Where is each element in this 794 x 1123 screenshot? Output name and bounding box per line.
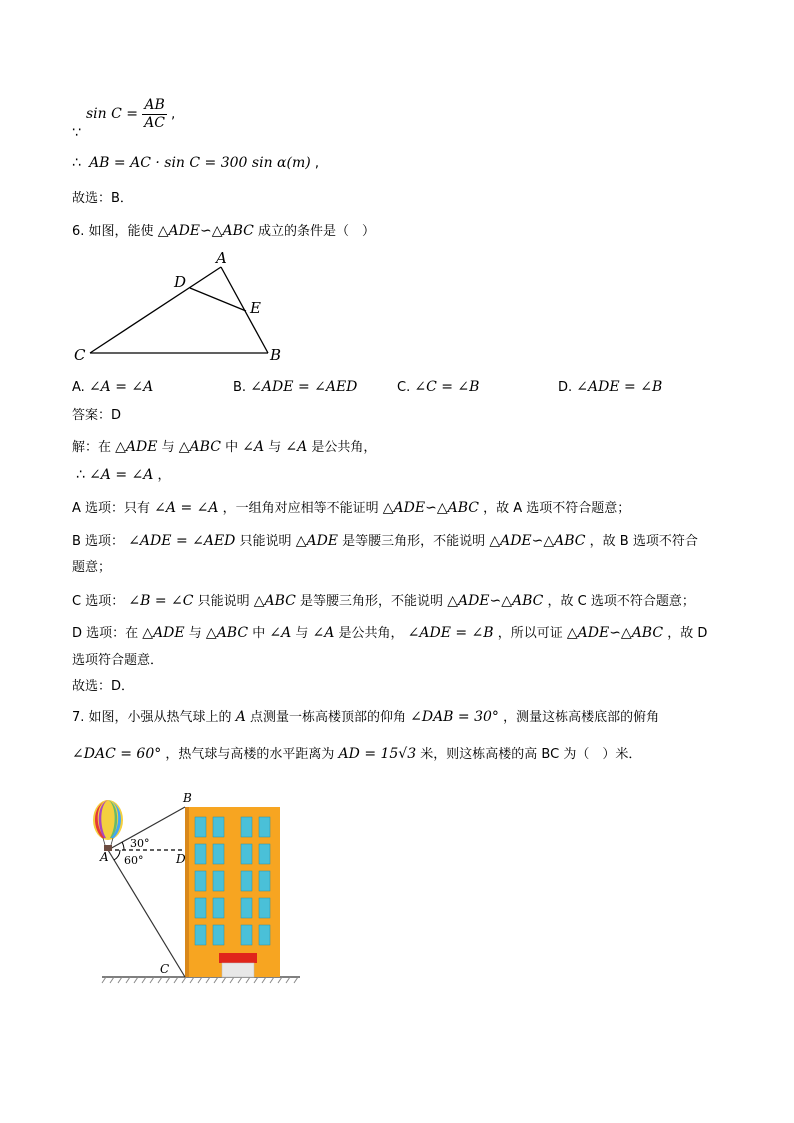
hot-air-balloon xyxy=(93,800,123,851)
math: △ABC xyxy=(253,593,296,609)
fraction-denominator: AC xyxy=(144,115,165,131)
explanation-b xyxy=(72,532,698,551)
text: 只能说明 xyxy=(197,594,250,609)
balloon-building-figure xyxy=(88,790,308,990)
option-a xyxy=(72,378,153,397)
label-A: A xyxy=(216,249,227,267)
text: 与 xyxy=(161,440,175,455)
entrance-awning xyxy=(219,953,257,963)
sinC-formula xyxy=(86,97,175,132)
angle-label-30: 30° xyxy=(130,837,150,850)
text: 是等腰三角形，不能说明 xyxy=(300,594,444,609)
option-b xyxy=(233,378,357,397)
text: 是公共角， xyxy=(311,440,377,455)
angle-arc-down xyxy=(114,850,120,860)
q6-text-b: 成立的条件是（ ） xyxy=(258,224,376,239)
therefore-symbol: ∴ xyxy=(76,467,85,483)
line-AC xyxy=(108,850,185,977)
text: 解：在 xyxy=(72,440,112,455)
math: △ADE∽△ABC xyxy=(447,593,544,609)
option-a-label: A. xyxy=(72,380,85,395)
text: ，故 A 选项不符合题意； xyxy=(483,501,631,516)
label-D: D xyxy=(176,852,186,866)
math: AD = 15√3 xyxy=(338,746,417,762)
math: ∠A xyxy=(242,439,265,455)
segment-DE xyxy=(190,288,246,311)
math: △ADE∽△ABC xyxy=(566,625,664,641)
math: ∠ADE = ∠AED xyxy=(128,533,236,549)
fraction-numerator: AB xyxy=(142,97,167,115)
option-d-label: D. xyxy=(558,380,573,395)
label-C: C xyxy=(74,346,86,364)
comma: , xyxy=(171,107,176,122)
math: ∠A xyxy=(312,625,335,641)
text: 与 xyxy=(295,626,309,641)
angle-label-60: 60° xyxy=(124,854,144,867)
explanation-d xyxy=(72,624,707,643)
text: 中 xyxy=(252,626,266,641)
option-c-math: ∠C = ∠B xyxy=(414,379,480,395)
math: △ADE∽△ABC xyxy=(382,500,479,516)
text: ，故 C 选项不符合题意； xyxy=(547,594,695,609)
sinC-fraction xyxy=(142,97,167,132)
explanation-b-cont: 题意； xyxy=(72,560,112,575)
math: ∠DAC = 60° xyxy=(72,746,162,762)
math: △ADE xyxy=(295,533,339,549)
text: 是等腰三角形，不能说明 xyxy=(342,534,486,549)
question-7-cont xyxy=(72,745,641,764)
text: 与 xyxy=(268,440,282,455)
entrance-door xyxy=(222,963,254,977)
option-c-label: C. xyxy=(397,380,411,395)
text: A 选项：只有 xyxy=(72,501,151,516)
text: ，热气球与高楼的水平距离为 xyxy=(165,747,335,762)
comma: , xyxy=(314,156,319,171)
question-6 xyxy=(72,222,375,241)
angle-arc-up xyxy=(122,842,124,850)
option-d-math: ∠ADE = ∠B xyxy=(576,379,663,395)
option-b-math: ∠ADE = ∠AED xyxy=(250,379,358,395)
building-edge xyxy=(185,807,189,977)
side-CA xyxy=(90,267,221,353)
math: A xyxy=(235,709,246,725)
text: 米，则这栋高楼的高 BC 为（ ）米． xyxy=(420,747,642,762)
because-symbol: ∵ xyxy=(72,125,81,141)
text: 7. 如图，小强从热气球上的 xyxy=(72,710,232,725)
label-B: B xyxy=(183,791,192,805)
math: ∠A xyxy=(269,625,292,641)
math: △ADE xyxy=(142,625,185,641)
text: 与 xyxy=(188,626,202,641)
text: 中 xyxy=(225,440,239,455)
text: C 选项： xyxy=(72,594,125,609)
solution-line-2 xyxy=(76,466,171,485)
math: △ADE∽△ABC xyxy=(489,533,586,549)
answer: 答案：D xyxy=(72,408,122,423)
choose-b: 故选：B． xyxy=(72,191,133,206)
triangle-figure xyxy=(68,245,298,370)
text: ， xyxy=(157,468,171,483)
math: ∠ADE = ∠B xyxy=(407,625,494,641)
text: ，测量这栋高楼底部的俯角 xyxy=(503,710,660,725)
option-d xyxy=(558,378,662,397)
text: ，故 B 选项不符合 xyxy=(589,534,698,549)
sinC-lhs: sin C = xyxy=(86,106,139,122)
option-a-math: ∠A = ∠A xyxy=(88,379,154,395)
choose-d: 故选：D． xyxy=(72,679,135,694)
text: ，所以可证 xyxy=(497,626,563,641)
label-C: C xyxy=(160,962,170,976)
question-7 xyxy=(72,708,659,727)
math: △ADE xyxy=(115,439,158,455)
label-D: D xyxy=(174,273,187,291)
ground-hatching xyxy=(102,977,298,983)
option-c xyxy=(397,378,479,397)
math: ∠A = ∠A xyxy=(154,500,219,516)
solution-line-1 xyxy=(72,438,376,457)
therefore-symbol: ∴ xyxy=(72,155,81,171)
option-b-label: B. xyxy=(233,380,247,395)
ab-formula-line xyxy=(72,154,319,173)
math: ∠A xyxy=(285,439,308,455)
text: 点测量一栋高楼顶部的仰角 xyxy=(249,710,406,725)
text: ，一组角对应相等不能证明 xyxy=(222,501,379,516)
q6-text-a: 6. 如图，能使 xyxy=(72,224,154,239)
math: ∠A = ∠A xyxy=(89,467,154,483)
math: ∠DAB = 30° xyxy=(410,709,499,725)
ab-formula: AB = AC · sin C = 300 sin α(m) xyxy=(89,155,311,171)
label-B: B xyxy=(270,346,282,364)
text: 是公共角， xyxy=(338,626,404,641)
q6-math: △ADE∽△ABC xyxy=(157,223,254,239)
explanation-c xyxy=(72,592,695,611)
math: ∠B = ∠C xyxy=(128,593,194,609)
explanation-d-cont: 选项符合题意． xyxy=(72,653,164,668)
text: ，故 D xyxy=(667,626,708,641)
label-E: E xyxy=(250,299,261,317)
text: B 选项： xyxy=(72,534,125,549)
math: △ABC xyxy=(205,625,249,641)
text: D 选项：在 xyxy=(72,626,139,641)
explanation-a xyxy=(72,499,630,518)
math: △ABC xyxy=(178,439,221,455)
label-A: A xyxy=(100,850,109,864)
text: 只能说明 xyxy=(239,534,292,549)
